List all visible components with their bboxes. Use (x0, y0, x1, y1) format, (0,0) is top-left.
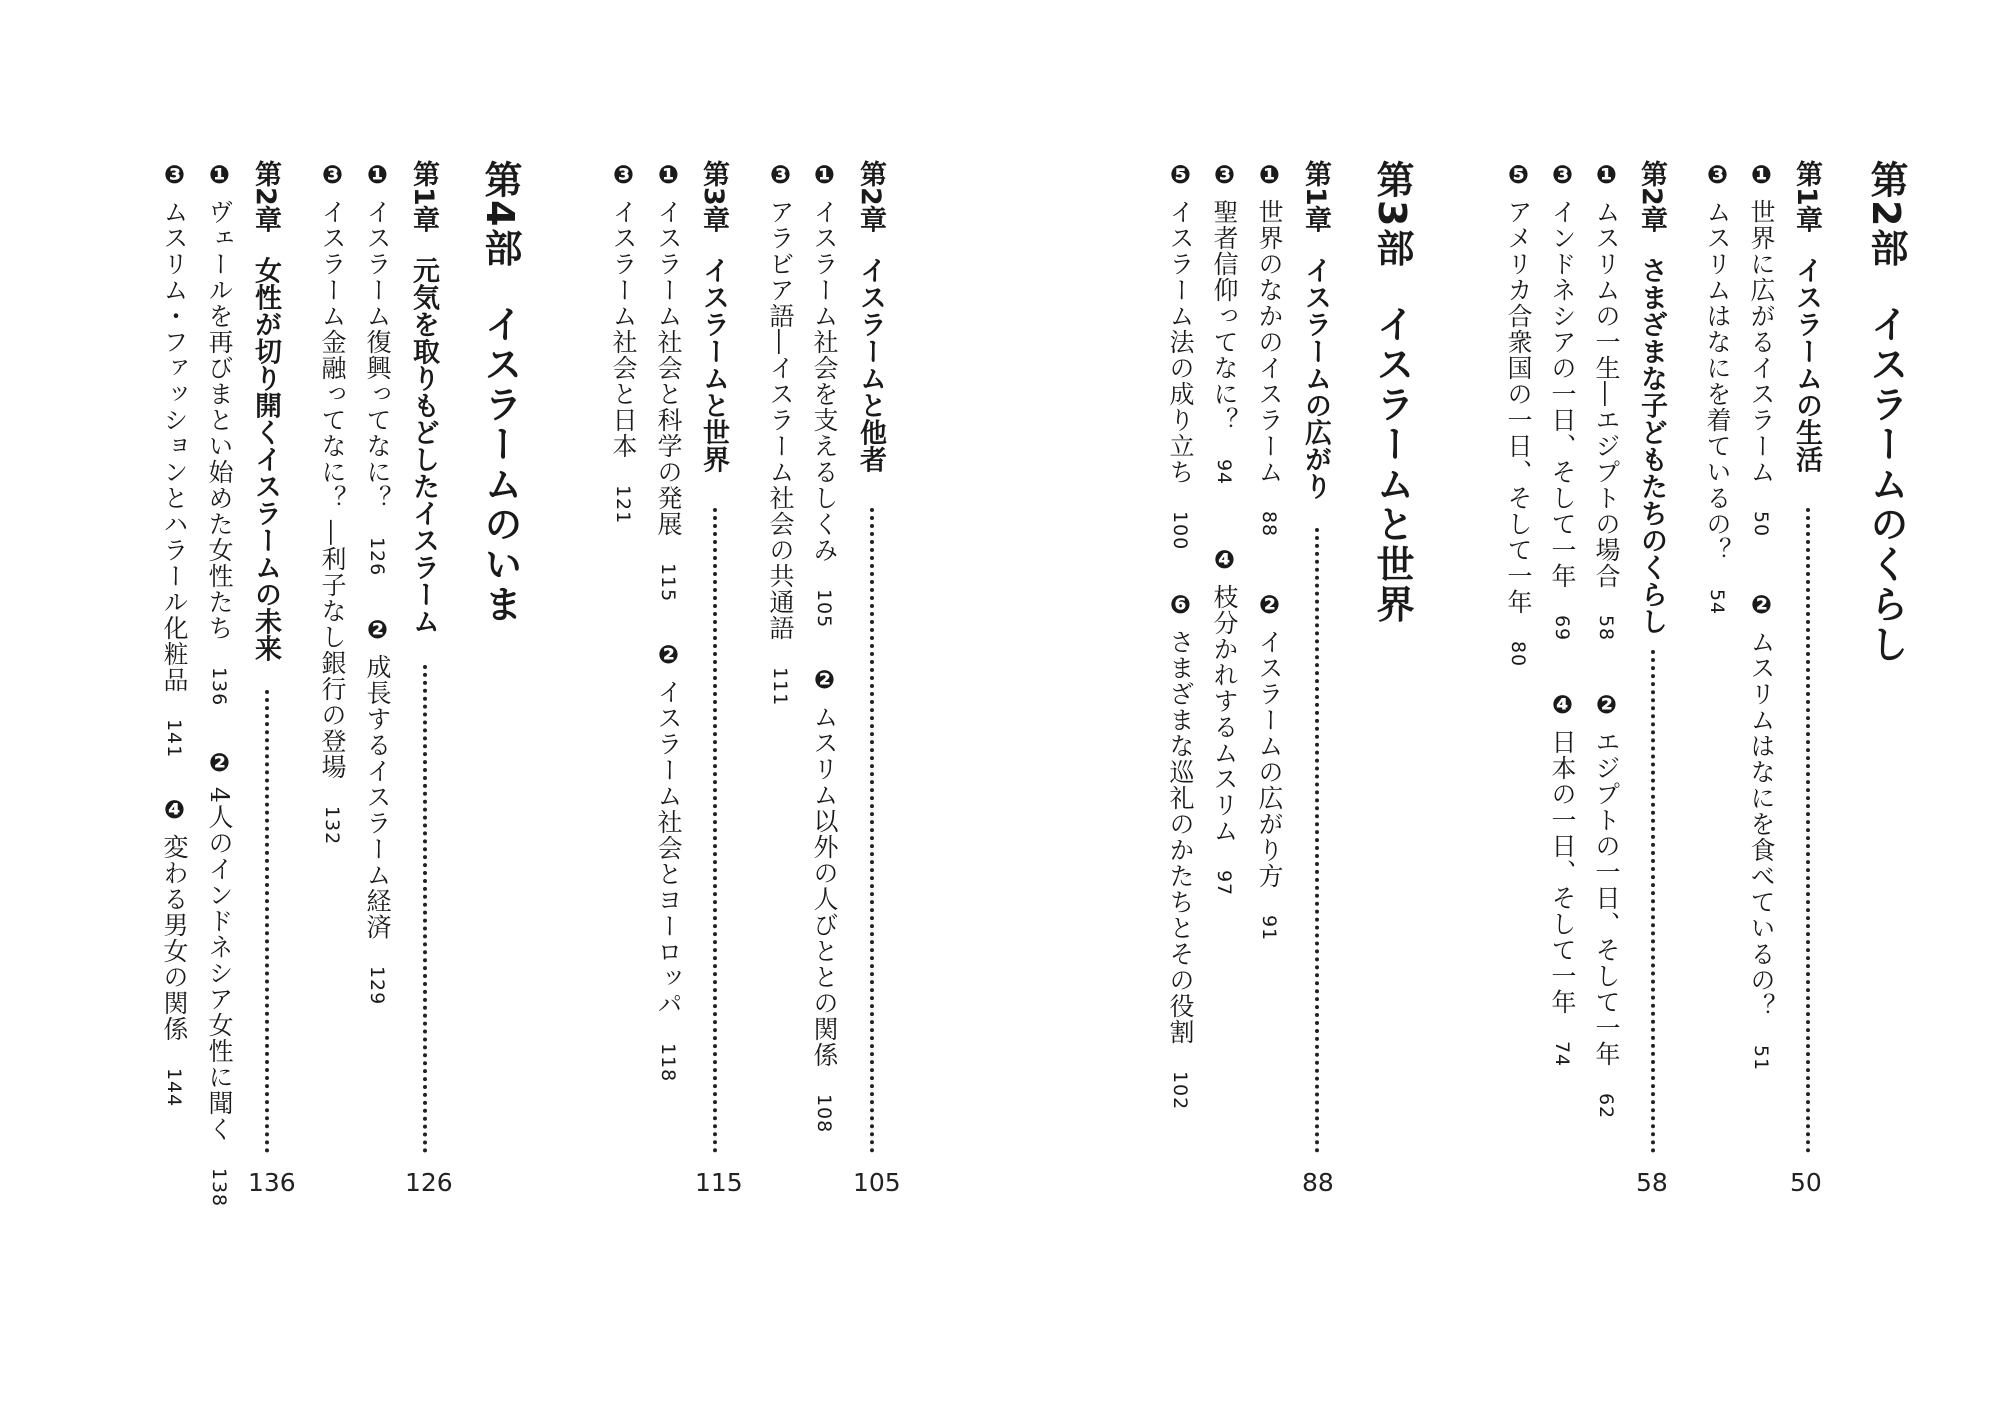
chapter-label: 第1章 (1791, 160, 1822, 233)
item-page: 54 (1706, 588, 1728, 616)
item-title: さまざまな巡礼のかたちとその役割 (1166, 628, 1195, 1045)
number-5-icon: ❺ (1504, 160, 1533, 190)
toc-item[interactable] (812, 160, 837, 628)
item-page: 126 (366, 536, 388, 577)
chapter-title: イスラームと世界 (698, 256, 729, 473)
item-title: ムスリム・ファッションとハラール化粧品 (160, 198, 189, 693)
number-1-icon: ❶ (1747, 160, 1776, 190)
number-3-icon: ❸ (318, 160, 347, 190)
item-title: エジプトの一日、そして一年 (1592, 728, 1621, 1067)
chapter-title: イスラームの生活 (1791, 256, 1822, 473)
toc-item[interactable] (1550, 160, 1575, 641)
item-page: 100 (1169, 510, 1191, 551)
item-title: 成長するイスラーム経済 (363, 653, 392, 940)
item-page: 138 (208, 1167, 230, 1208)
item-page: 118 (657, 1042, 679, 1083)
chapter-page: 126 (405, 1168, 453, 1197)
part3-ch2-heading[interactable] (857, 160, 884, 473)
item-title: アメリカ合衆国の一日、そして一年 (1504, 198, 1533, 615)
number-2-icon: ❷ (363, 615, 392, 645)
toc-item[interactable] (812, 665, 837, 1133)
item-title: 聖者信仰ってなに？ (1210, 198, 1239, 433)
item-page: 105 (813, 588, 835, 629)
item-title: イスラーム金融ってなに？ ―利子なし銀行の登場 (318, 198, 347, 780)
item-page: 141 (163, 718, 185, 759)
chapter-label: 第2章 (1636, 160, 1667, 233)
number-2-icon: ❷ (205, 748, 234, 778)
item-page: 51 (1750, 1044, 1772, 1072)
item-title: ムスリムはなにを着ているの？ (1703, 198, 1732, 563)
part4-ch1-heading[interactable] (410, 160, 437, 635)
item-page: 115 (657, 562, 679, 603)
toc-item[interactable] (320, 160, 345, 845)
item-title: イスラーム復興ってなに？ (363, 198, 392, 511)
item-title: ヴェールを再びまとい始めた女性たち (205, 198, 234, 641)
item-page: 74 (1551, 1040, 1573, 1068)
number-2-icon: ❷ (1592, 690, 1621, 720)
number-2-icon: ❷ (654, 640, 683, 670)
number-3-icon: ❸ (609, 160, 638, 190)
number-2-icon: ❷ (1747, 590, 1776, 620)
part2-ch2-heading[interactable] (1638, 160, 1665, 635)
item-page: 108 (813, 1093, 835, 1134)
toc-item[interactable] (1212, 545, 1237, 896)
leader-dots (1806, 508, 1810, 1153)
chapter-label: 第1章 (1300, 160, 1331, 233)
leader-dots (423, 665, 427, 1153)
part3-title (1370, 160, 1414, 625)
part4-name: イスラームのいま (478, 304, 522, 625)
toc-item[interactable] (162, 795, 187, 1107)
item-title: イスラーム法の成り立ち (1166, 198, 1195, 485)
number-1-icon: ❶ (810, 160, 839, 190)
chapter-title: 元気を取りもどしたイスラーム (408, 256, 439, 635)
number-1-icon: ❶ (205, 160, 234, 190)
chapter-page: 105 (853, 1168, 901, 1197)
toc-item[interactable] (1749, 590, 1774, 1071)
part2-number: 第2部 (1864, 160, 1908, 269)
number-1-icon: ❶ (1592, 160, 1621, 190)
item-title: 枝分かれするムスリム (1210, 583, 1239, 844)
item-page: 94 (1213, 458, 1235, 486)
toc-item[interactable] (1257, 160, 1282, 537)
number-3-icon: ❸ (1210, 160, 1239, 190)
chapter-page: 58 (1636, 1168, 1668, 1197)
number-1-icon: ❶ (1255, 160, 1284, 190)
toc-item[interactable] (1594, 160, 1619, 641)
chapter-title: イスラームと他者 (855, 256, 886, 473)
item-title: 変わる男女の関係 (160, 833, 189, 1042)
toc-item[interactable] (365, 160, 390, 576)
part4-number: 第4部 (478, 160, 522, 269)
item-page: 97 (1213, 869, 1235, 897)
chapter-label: 第1章 (408, 160, 439, 233)
part3-ch1-heading[interactable] (1302, 160, 1329, 500)
item-title: ムスリムの一生―エジプトの場合 (1592, 198, 1621, 589)
number-6-icon: ❻ (1166, 590, 1195, 620)
toc-item[interactable] (1594, 690, 1619, 1119)
item-page: 144 (163, 1067, 185, 1108)
toc-item[interactable] (1168, 590, 1193, 1110)
chapter-label: 第2章 (855, 160, 886, 233)
leader-dots (1651, 650, 1655, 1153)
item-page: 91 (1258, 914, 1280, 942)
number-3-icon: ❸ (766, 160, 795, 190)
number-4-icon: ❹ (1548, 690, 1577, 720)
toc-item[interactable] (1705, 160, 1730, 615)
item-page: 58 (1595, 614, 1617, 642)
toc-item[interactable] (365, 615, 390, 1005)
number-1-icon: ❶ (363, 160, 392, 190)
chapter-page: 50 (1790, 1168, 1822, 1197)
number-1-icon: ❶ (654, 160, 683, 190)
item-page: 80 (1507, 640, 1529, 668)
number-3-icon: ❸ (1548, 160, 1577, 190)
part3-number: 第3部 (1370, 160, 1414, 269)
part3-name: イスラームと世界 (1370, 304, 1414, 625)
toc-item[interactable] (611, 160, 636, 524)
toc-item[interactable] (1749, 160, 1774, 537)
number-5-icon: ❺ (1166, 160, 1195, 190)
item-page: 62 (1595, 1092, 1617, 1120)
item-page: 50 (1750, 510, 1772, 538)
number-3-icon: ❸ (1703, 160, 1732, 190)
toc-item[interactable] (1550, 690, 1575, 1067)
item-title: 日本の一日、そして一年 (1548, 728, 1577, 1015)
number-4-icon: ❹ (1210, 545, 1239, 575)
item-page: 102 (1169, 1070, 1191, 1111)
part4-title (478, 160, 522, 625)
part2-title (1864, 160, 1908, 665)
item-title: 世界に広がるイスラーム (1747, 198, 1776, 485)
part4-ch2-heading[interactable] (252, 160, 279, 662)
chapter-page: 136 (248, 1168, 296, 1197)
item-page: 129 (366, 965, 388, 1006)
toc-item[interactable] (656, 160, 681, 602)
leader-dots (1315, 528, 1319, 1153)
number-4-icon: ❹ (160, 795, 189, 825)
item-title: イスラーム社会と日本 (609, 198, 638, 459)
toc-item[interactable] (207, 748, 232, 1207)
item-page: 111 (769, 666, 791, 707)
chapter-title: 女性が切り開くイスラームの未来 (250, 256, 281, 662)
toc-item[interactable] (768, 160, 793, 706)
item-title: インドネシアの一日、そして一年 (1548, 198, 1577, 589)
chapter-page: 88 (1302, 1168, 1334, 1197)
item-page: 121 (612, 484, 634, 525)
toc-item[interactable] (1168, 160, 1193, 550)
number-2-icon: ❷ (810, 665, 839, 695)
chapter-page: 115 (695, 1168, 743, 1197)
item-title: イスラーム社会と科学の発展 (654, 198, 683, 537)
number-3-icon: ❸ (160, 160, 189, 190)
item-title: アラビア語―イスラーム社会の共通語 (766, 198, 795, 641)
item-title: イスラームの広がり方 (1255, 628, 1284, 889)
part2-ch1-heading[interactable] (1793, 160, 1820, 473)
item-title: 世界のなかのイスラーム (1255, 198, 1284, 485)
part3-ch3-heading[interactable] (700, 160, 727, 473)
leader-dots (713, 508, 717, 1153)
item-page: 88 (1258, 510, 1280, 538)
toc-item[interactable] (1212, 160, 1237, 485)
item-title: ムスリム以外の人びととの関係 (810, 703, 839, 1068)
chapter-title: イスラームの広がり (1300, 256, 1331, 500)
leader-dots (265, 690, 269, 1153)
item-title: 4人のインドネシア女性に聞く (205, 786, 234, 1142)
toc-item[interactable] (162, 160, 187, 758)
toc-item[interactable] (656, 640, 681, 1082)
toc-item[interactable] (1506, 160, 1531, 667)
toc-item[interactable] (207, 160, 232, 706)
chapter-label: 第3章 (698, 160, 729, 233)
toc-item[interactable] (1257, 590, 1282, 941)
leader-dots (870, 508, 874, 1153)
item-page: 69 (1551, 614, 1573, 642)
chapter-label: 第2章 (250, 160, 281, 233)
item-page: 132 (321, 805, 343, 846)
chapter-title: さまざまな子どもたちのくらし (1636, 256, 1667, 635)
item-page: 136 (208, 666, 230, 707)
item-title: ムスリムはなにを食べているの？ (1747, 628, 1776, 1019)
part2-name: イスラームのくらし (1864, 304, 1908, 665)
number-2-icon: ❷ (1255, 590, 1284, 620)
item-title: イスラーム社会を支えるしくみ (810, 198, 839, 563)
item-title: イスラーム社会とヨーロッパ (654, 678, 683, 1017)
